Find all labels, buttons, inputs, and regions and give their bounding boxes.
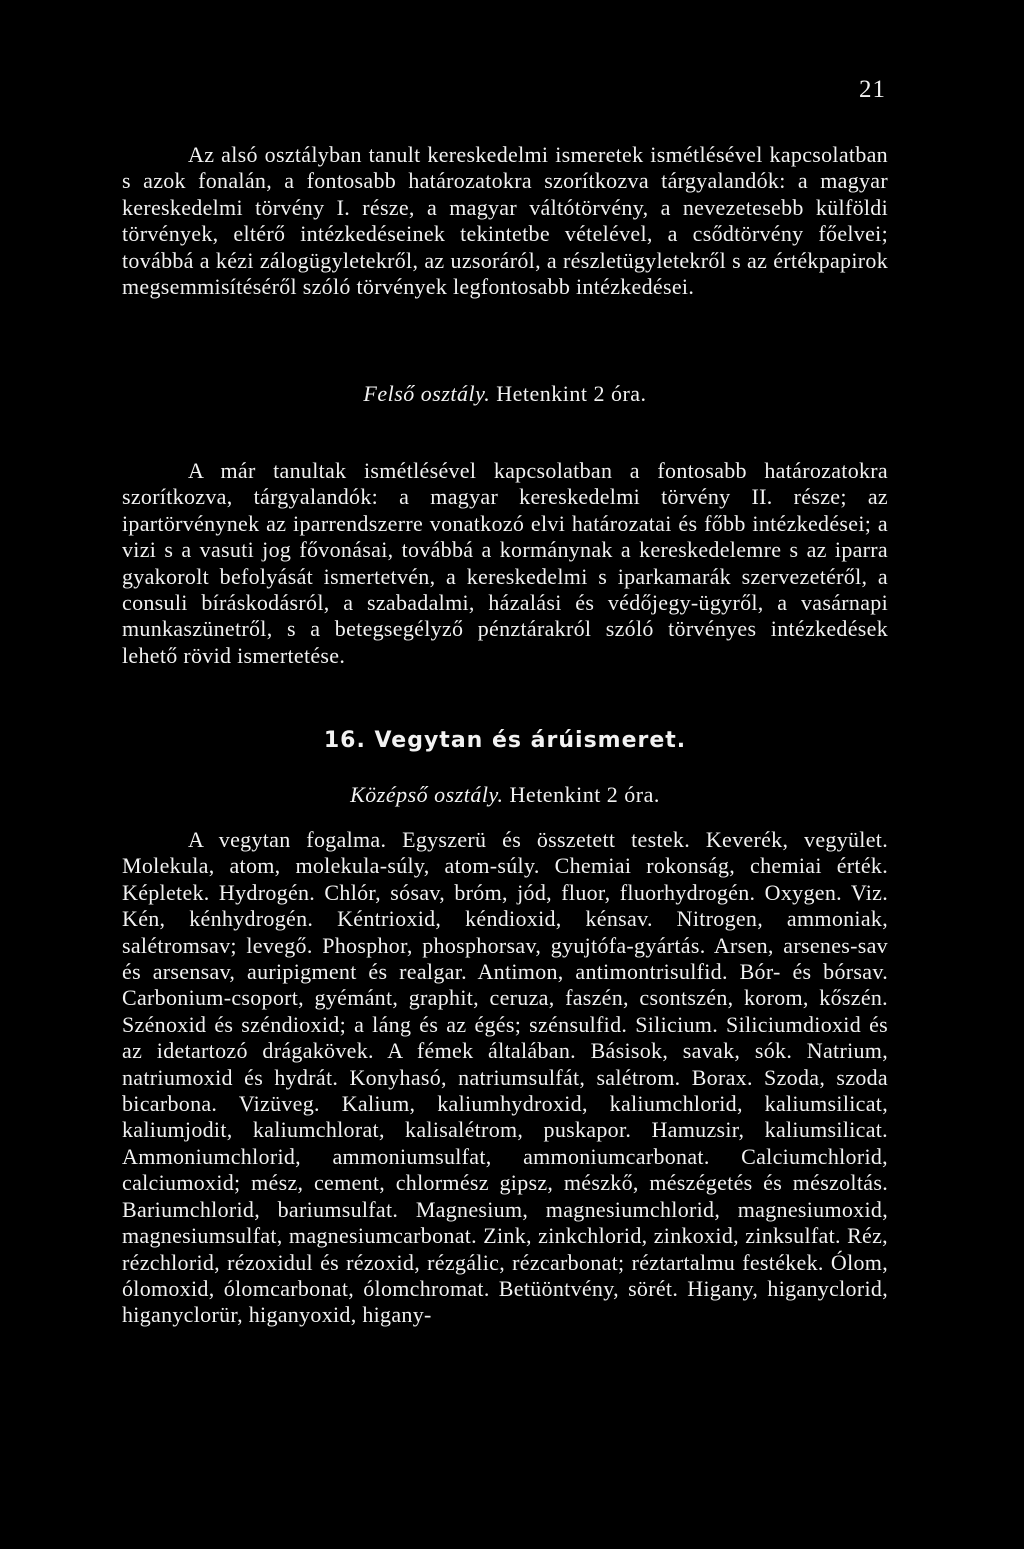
paragraph-lower-class-review: [122, 142, 888, 300]
class-name: Felső osztály.: [363, 381, 491, 406]
subheading-upper-class: [122, 381, 888, 407]
page-number: 21: [859, 76, 886, 103]
section-title: 16. Vegytan és árúismeret.: [323, 728, 687, 753]
weekly-hours: Hetenkint 2 óra.: [509, 782, 660, 807]
paragraph-text: A már tanultak ismétlésével kapcsolatban a fontosabb határozatokra szorítkozva, tárgyalandók: a magyar kereskedelmi törvény II. része; az ipartörvénynek az iparrendszerre vonatkozó elvi határozatai és főbb intézkedései; a vizi s a vasuti jog fővonásai, továbbá a kormánynak a kereskedelemre s az iparra gyakorolt befolyását ismertetvén, a kereskedelmi s iparkamarák szervezetéről, a consuli bíráskodásról, a szabadalmi, házalási és védőjegy-ügyről, a vasárnapi munkaszünetről, s a betegsegélyző pénztárakról szóló törvényes intézkedések lehető rövid ismertetése.: [122, 458, 888, 668]
paragraph-text: A vegytan fogalma. Egyszerü és összetett testek. Keverék, vegyület. Molekula, atom, molekula-súly, atom-súly. Chemiai rokonság, chemiai érték. Képletek. Hydrogén. Chlór, sósav, bróm, jód, fluor, fluorhydrogén. Oxygen. Viz. Kén, kénhydrogén. Kéntrioxid, kéndioxid, kénsav. Nitrogen, ammoniak, salétromsav; levegő. Phosphor, phosphorsav, gyujtófa-gyártás. Arsen, arsenes-sav és arsensav, auripigment és realgar. Antimon, antimontrisulfid. Bór- és bórsav. Carbonium-csoport, gyémánt, graphit, ceruza, faszén, csontszén, korom, kőszén. Szénoxid és széndioxid; a láng és az égés; szénsulfid. Silicium. Siliciumdioxid és az idetartozó drágakövek. A fémek általában. Básisok, savak, sók. Natrium, natriumoxid és hydrát. Konyhasó, natriumsulfát, salétrom. Borax. Szoda, szoda bicarbona. Vizüveg. Kalium, kaliumhydroxid, kaliumchlorid, kaliumsilicat, kaliumjodit, kaliumchlorat, kalisalétrom, puskapor. Hamuzsir, kaliumsilicat. Ammoniumchlorid, ammoniumsulfat, ammoniumcarbonat. Calciumchlorid, calciumoxid; mész, cement, chlormész gipsz, mészkő, mészégetés és mészoltás. Bariumchlorid, bariumsulfat. Magnesium, magnesiumchlorid, magnesiumoxid, magnesiumsulfat, magnesiumcarbonat. Zink, zinkchlorid, zinkoxid, zinksulfat. Réz, rézchlorid, rézoxidul és rézoxid, rézgálic, rézcarbonat; réztartalmu festékek. Ólom, ólomoxid, ólomcarbonat, ólomchromat. Betüöntvény, sörét. Higany, higanyclorid, higanyclorür, higanyoxid, higany-: [122, 827, 888, 1328]
paragraph-chemistry-topics: [122, 827, 888, 1329]
weekly-hours: Hetenkint 2 óra.: [496, 381, 647, 406]
class-name: Középső osztály.: [350, 782, 504, 807]
subheading-middle-class: [122, 782, 888, 808]
paragraph-text: Az alsó osztályban tanult kereskedelmi ismeretek ismétlésével kapcsolatban s azok fonalán, a fontosabb határozatokra szorítkozva tárgyalandók: a magyar kereskedelmi törvény I. része, a magyar váltótörvény, a nevezetesebb külföldi törvények, eltérő intézkedéseinek tekintetbe vételével, a csődtörvény főelvei; továbbá a kézi zálogügyletekről, az uzsoráról, a részletügyletekről s az értékpapirok megsemmisítéséről szóló törvények legfontosabb intézkedései.: [122, 142, 888, 300]
paragraph-upper-class-topics: [122, 458, 888, 669]
